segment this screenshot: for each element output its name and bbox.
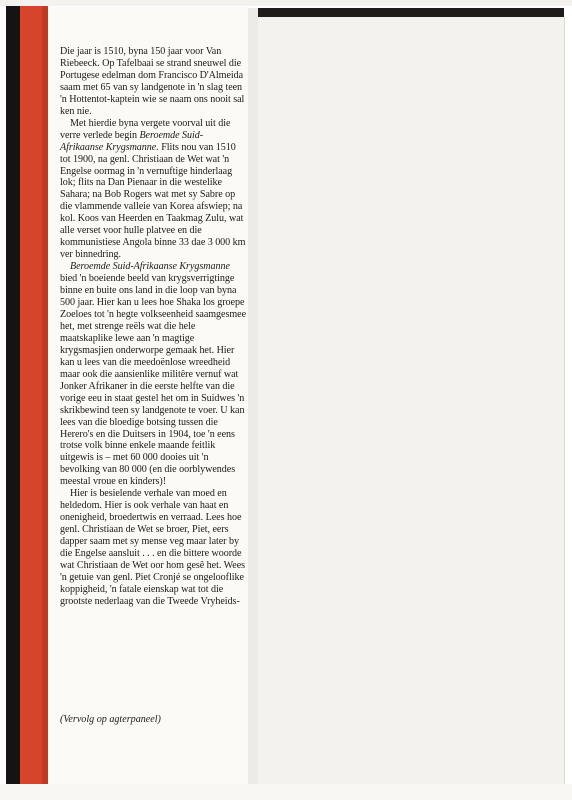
italic-title-run: Beroemde Suid-Afrikaanse Krygsmanne [70, 261, 230, 273]
flap-paragraph [60, 488, 246, 608]
text-run: bied 'n boeiende beeld van krygsverrigtinge binne en buite ons land in die loop van byna 500 jaar. Hier kan u lees hoe Shaka los groepe Zoeloes tot 'n hegte volkseenheid saamgesmee het, met strenge reëls wat die hele maatskaplike lewe aan 'n magtige krygsmasjien onderworpe gemaak het. Hier kan u lees van die meedoënlose wreedheid maar ook die aansienlike militêre vernuf wat Jonker Afrikaner in die eerste helfte van die vorige eeu in staat gestel het om in Suidwes 'n skrikbewind teen sy landgenote te voer. U kan lees van die bloedige botsing tussen die Herero's en die Duitsers in 1904, toe 'n eens trotse volk binne enkele maande feitlik uitgewis is – met 60 000 dooies uit 'n bevolking van 80 000 (en die oorblywendes meestal vroue en kinders)! [60, 273, 247, 488]
back-page-top-edge [258, 8, 564, 17]
flap-text-block [60, 46, 246, 608]
flap-paragraph [60, 46, 246, 118]
flap-paragraph [60, 261, 246, 488]
text-run: Flits nou van 1510 tot 1900, na genl. Christiaan de Wet wat 'n Engelse oormag in 'n vernuftige hinderlaag lok; flits na Dan Pienaar in die westelike Sahara; na Bob Rogers wat met sy Sabre op die vlammende valleie van Korea afswiep; na kol. Koos van Heerden en Taakmag Zulu, wat alle verset voor hulle platvee en die kommunistiese Angola binne 33 dae 3 000 km ver binnedring. [60, 141, 246, 261]
blank-back-page [258, 17, 565, 784]
text-run: Hier is besielende verhale van moed en heldedom. Hier is ook verhale van haat en onenigheid, broedertwis en verraad. Lees hoe genl. Christiaan de Wet se broer, Piet, eers dapper saam met sy mense veg maar later by die Engelse aansluit . . . en die bittere woorde wat Christiaan de Wet oor hom gesê het. Wees 'n getuie van genl. Piet Cronjé se ongelooflike koppigheid, 'n fatale eienskap wat tot die grootste nederlaag van die Tweede Vryheids- [60, 488, 246, 607]
scan-edge-bottom [0, 784, 572, 800]
text-run: Die jaar is 1510, byna 150 jaar voor Van Riebeeck. Op Tafelbaai se strand sneuwel die Portugese edelman dom Francisco D'Almeida saam met 65 van sy landgenote in 'n slag teen 'n Hottentot-kaptein wie se naam ons nooit sal ken nie. [60, 46, 245, 117]
text-run: Met hierdie byna vergete voorval uit die verre verlede begin [60, 117, 231, 141]
scan-edge-top [0, 0, 572, 6]
continuation-note: (Vervolg op agterpaneel) [60, 714, 161, 725]
flap-paragraph [60, 118, 246, 261]
italic-title-run: Beroemde Suid-Afrikaanse Krygsmanne. [60, 129, 204, 153]
binding-dark-band [6, 6, 20, 786]
flap-fold-gap [248, 8, 258, 784]
